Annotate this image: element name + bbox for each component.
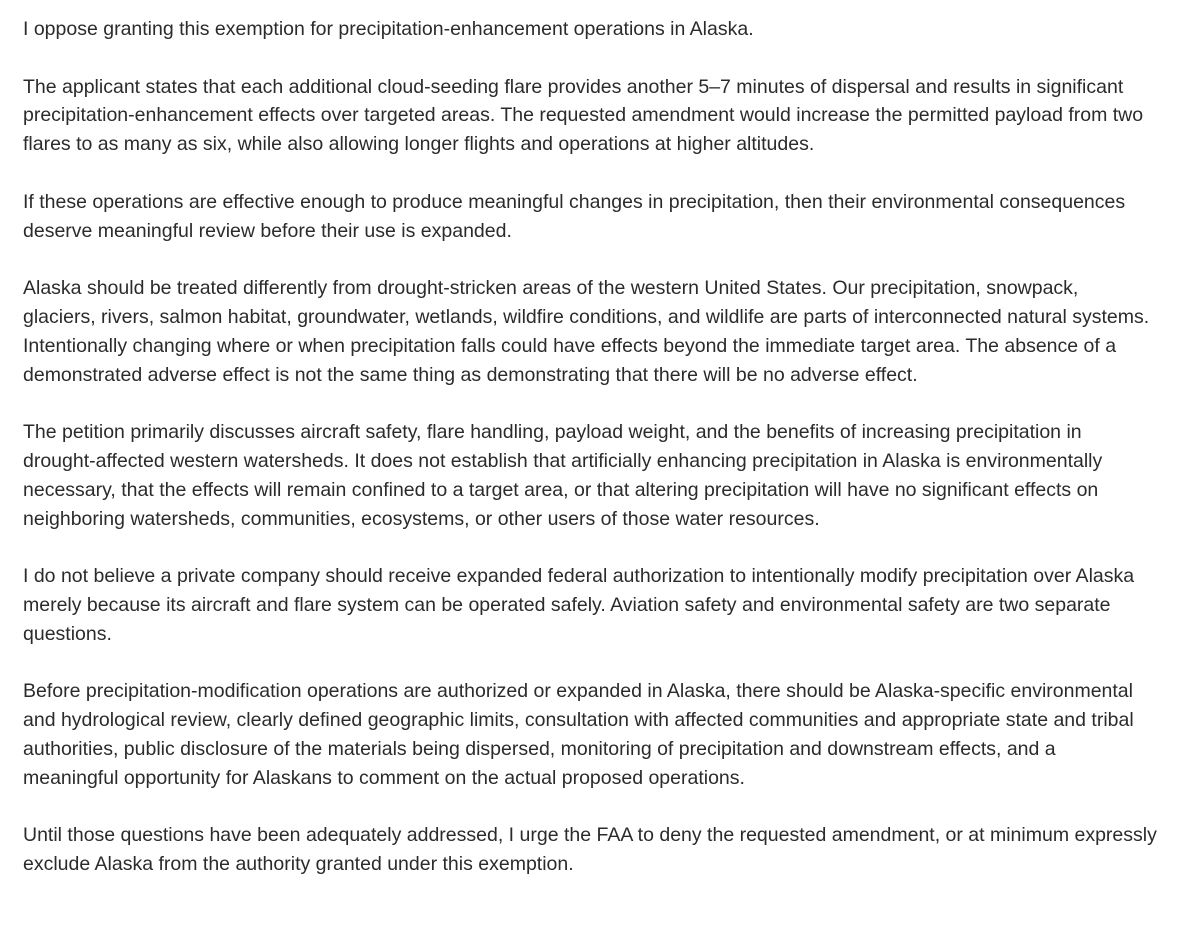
paragraph-7 — [23, 677, 1200, 792]
paragraph-line: neighboring watersheds, communities, ecosystems, or other users of those water resources. — [23, 507, 820, 530]
paragraph-8 — [23, 821, 1200, 879]
paragraph-line: merely because its aircraft and flare system can be operated safely. Aviation safety and environmental safety are two separate — [23, 593, 1111, 616]
paragraph-line: and hydrological review, clearly defined geographic limits, consultation with affected communities and appropriate state and tribal — [23, 709, 1134, 732]
paragraph-line: If these operations are effective enough to produce meaningful changes in precipitation, then their environmental consequences — [23, 190, 1126, 213]
paragraph-line: precipitation-enhancement effects over targeted areas. The requested amendment would increase the permitted payload from two — [23, 104, 1144, 127]
paragraph-line: questions. — [23, 622, 112, 645]
paragraph-line: deserve meaningful review before their use is expanded. — [23, 219, 512, 242]
paragraph-5 — [23, 418, 1200, 533]
paragraph-line: The applicant states that each additional cloud-seeding flare provides another 5–7 minutes of dispersal and results in significant — [23, 75, 1124, 98]
paragraph-line: drought-affected western watersheds. It does not establish that artificially enhancing precipitation in Alaska is environmentally — [23, 449, 1103, 472]
paragraph-3 — [23, 188, 1200, 246]
paragraph-1 — [23, 15, 1200, 44]
paragraph-line: glaciers, rivers, salmon habitat, groundwater, wetlands, wildfire conditions, and wildlife are parts of interconnected natural systems. — [23, 305, 1150, 328]
paragraph-line: I oppose granting this exemption for precipitation-enhancement operations in Alaska. — [23, 18, 754, 40]
paragraph-line: authorities, public disclosure of the materials being dispersed, monitoring of precipitation and downstream effects, and a — [23, 737, 1056, 760]
paragraph-4 — [23, 274, 1200, 389]
paragraph-line: demonstrated adverse effect is not the same thing as demonstrating that there will be no adverse effect. — [23, 363, 918, 386]
paragraph-2 — [23, 73, 1200, 159]
paragraph-line: necessary, that the effects will remain confined to a target area, or that altering precipitation will have no significant effects on — [23, 478, 1099, 501]
paragraph-line: I do not believe a private company should receive expanded federal authorization to intentionally modify precipitation over Alaska — [23, 565, 1135, 588]
paragraph-line: Until those questions have been adequately addressed, I urge the FAA to deny the requested amendment, or at minimum expressly — [23, 824, 1157, 847]
paragraph-6 — [23, 562, 1200, 648]
paragraph-line: Intentionally changing where or when precipitation falls could have effects beyond the immediate target area. The absence of a — [23, 334, 1117, 357]
paragraph-line: Before precipitation-modification operations are authorized or expanded in Alaska, there should be Alaska-specific environmental — [23, 680, 1133, 703]
paragraph-line: exclude Alaska from the authority granted under this exemption. — [23, 853, 574, 876]
paragraph-line: flares to as many as six, while also allowing longer flights and operations at higher altitudes. — [23, 133, 815, 156]
paragraph-line: The petition primarily discusses aircraft safety, flare handling, payload weight, and the benefits of increasing precipitation in — [23, 421, 1082, 444]
paragraph-line: Alaska should be treated differently from drought-stricken areas of the western United States. Our precipitation, snowpack, — [23, 277, 1079, 300]
paragraph-line: meaningful opportunity for Alaskans to comment on the actual proposed operations. — [23, 766, 745, 789]
comment-body — [23, 15, 1200, 908]
